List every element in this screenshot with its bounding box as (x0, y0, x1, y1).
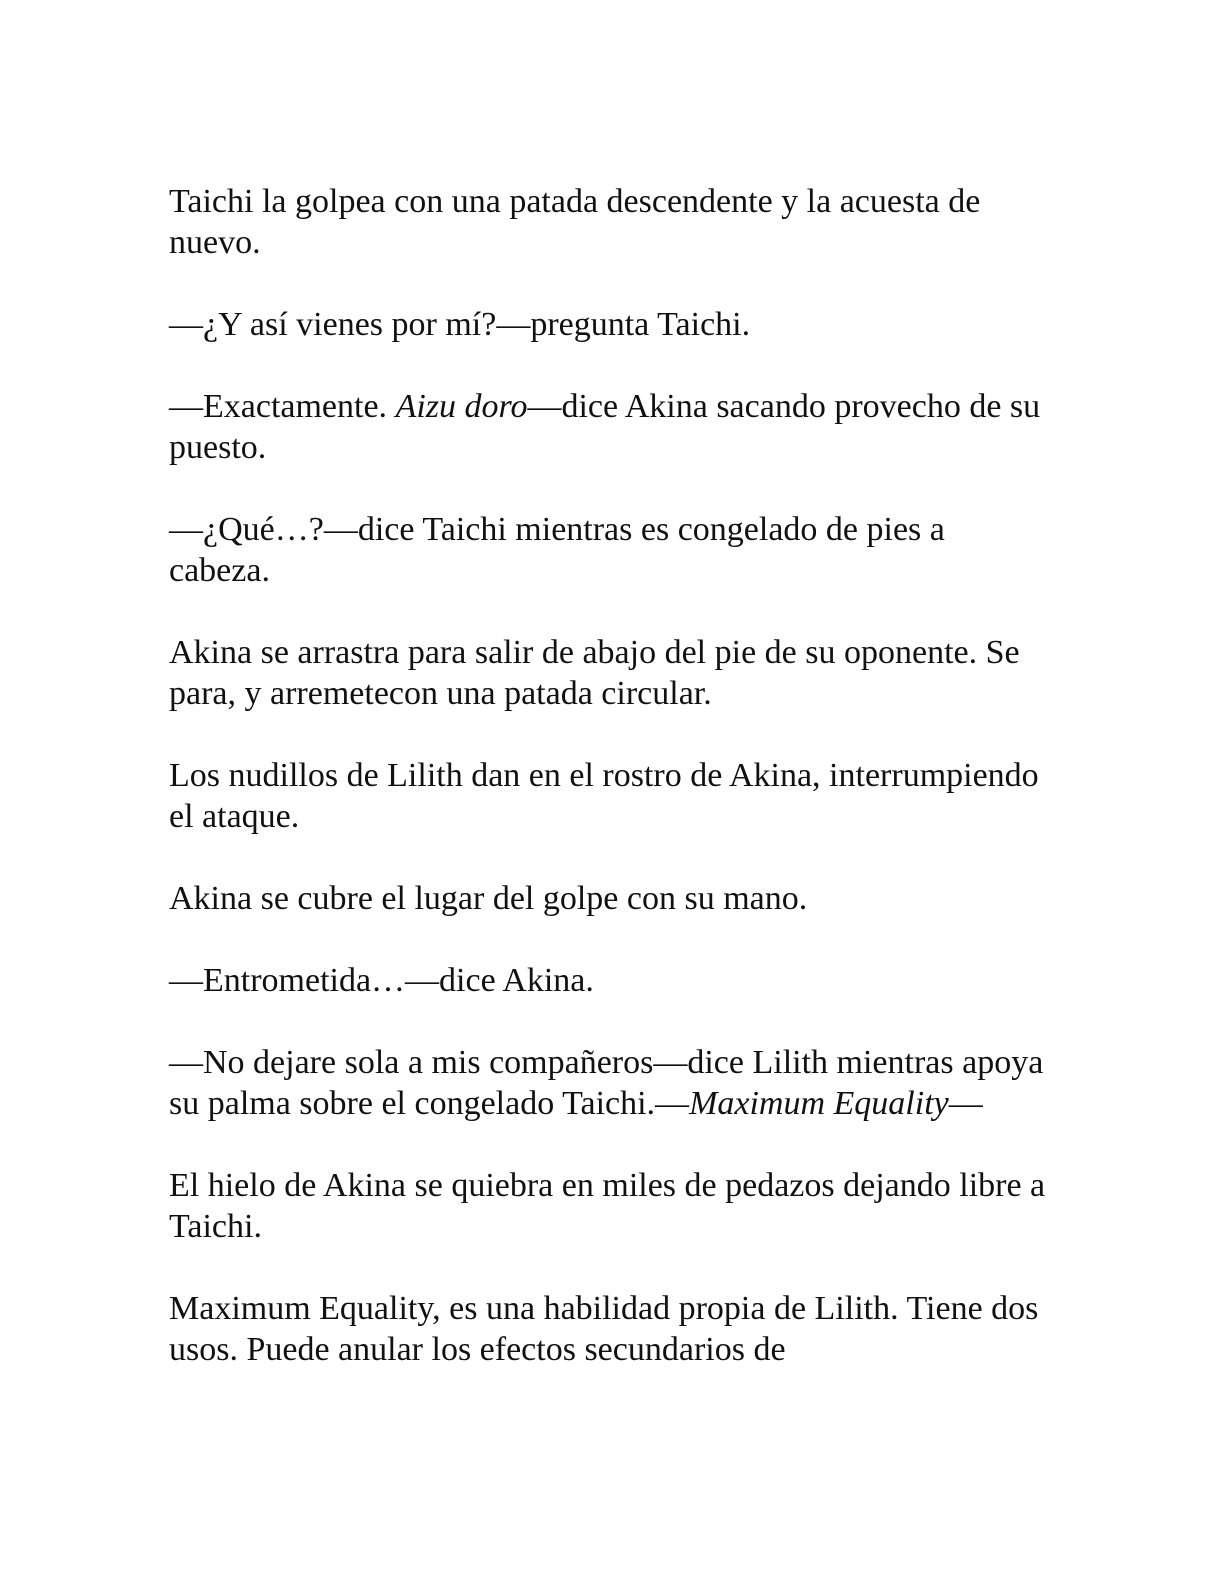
paragraph-text: —Exactamente. (169, 388, 396, 425)
paragraph (169, 960, 1049, 1001)
paragraph-text: —¿Qué…?—dice Taichi mientras es congelado de pies a cabeza. (169, 511, 945, 589)
paragraph-text: —No dejare sola a mis compañeros—dice Lilith mientras apoya su palma sobre el congelado Taichi.— (169, 1044, 1044, 1122)
paragraph (169, 1165, 1049, 1247)
paragraph (169, 1042, 1049, 1124)
italic-phrase: Maximum Equality (689, 1085, 949, 1122)
paragraph (169, 878, 1049, 919)
paragraph (169, 509, 1049, 591)
paragraph-text: Maximum Equality, es una habilidad propia de Lilith. Tiene dos usos. Puede anular los efectos secundarios de (169, 1290, 1039, 1368)
paragraph-text: — (948, 1085, 983, 1122)
paragraph-text: —dice Akina sacando provecho de su puesto. (169, 388, 1041, 466)
paragraph-text: Los nudillos de Lilith dan en el rostro de Akina, interrumpiendo el ataque. (169, 757, 1039, 835)
paragraph (169, 181, 1049, 263)
paragraph (169, 755, 1049, 837)
paragraph (169, 1288, 1049, 1370)
paragraph-text: Taichi la golpea con una patada descendente y la acuesta de nuevo. (169, 183, 981, 261)
paragraph-text: —Entrometida…—dice Akina. (169, 962, 594, 999)
document-page (169, 181, 1049, 1370)
paragraph-text: Akina se cubre el lugar del golpe con su mano. (169, 880, 808, 917)
paragraph (169, 386, 1049, 468)
paragraph-text: —¿Y así vienes por mí?—pregunta Taichi. (169, 306, 751, 343)
paragraph-text: Akina se arrastra para salir de abajo del pie de su oponente. Se para, y arremetecon una patada circular. (169, 634, 1020, 712)
paragraph-text: El hielo de Akina se quiebra en miles de pedazos dejando libre a Taichi. (169, 1167, 1046, 1245)
paragraph (169, 304, 1049, 345)
italic-phrase: Aizu doro (395, 388, 528, 425)
paragraph (169, 632, 1049, 714)
